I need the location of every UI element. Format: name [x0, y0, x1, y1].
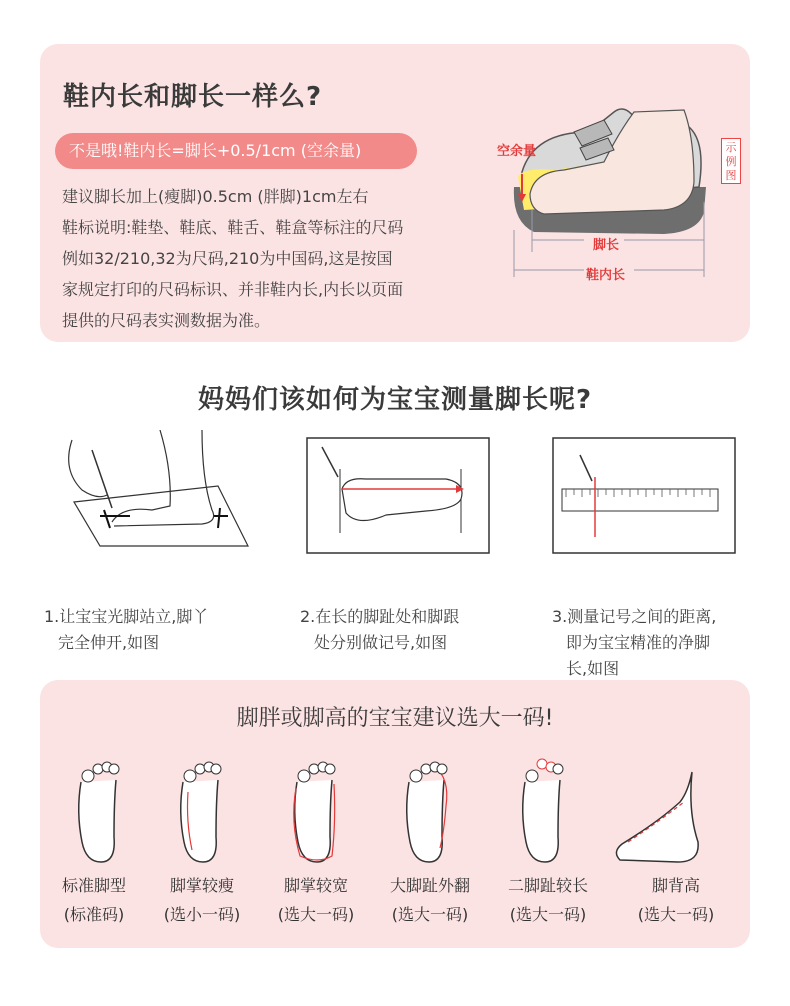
- step3-text: [552, 604, 716, 682]
- shoe-cross-section-illustration: [494, 92, 744, 292]
- wide-foot-icon: [262, 752, 372, 867]
- narrow-foot-icon: [148, 752, 258, 867]
- size-suggestion: (选大一码): [391, 905, 469, 924]
- step-line: 处分别做记号,如图: [314, 633, 448, 652]
- example-tag: 示例图: [721, 138, 741, 184]
- section2-title: 妈妈们该如何为宝宝测量脚长呢?: [197, 385, 593, 415]
- standard-foot-icon: [46, 752, 156, 867]
- foot-type-name: 脚背高: [651, 876, 700, 895]
- formula-pill: 不是哦!鞋内长=脚长+0.5/1cm (空余量): [55, 133, 417, 169]
- size-suggestion: (标准码): [63, 905, 125, 924]
- foot-type-name: 脚掌较瘦: [169, 876, 234, 895]
- step-line: 长,如图: [566, 659, 620, 678]
- size-suggestion: (选大一码): [509, 905, 587, 924]
- step2-text: [300, 604, 459, 656]
- foot-type-name: 大脚趾外翻: [389, 876, 470, 895]
- para-line: 建议脚长加上(瘦脚)0.5cm (胖脚)1cm左右: [62, 187, 369, 206]
- spare-label: 空余量: [497, 144, 537, 159]
- foot-type-name: 脚掌较宽: [283, 876, 348, 895]
- foot-type-name: 二脚趾较长: [507, 876, 588, 895]
- section1-title: 鞋内长和脚长一样么?: [63, 82, 323, 112]
- long-second-toe-icon: [490, 752, 600, 867]
- size-suggestion: (选大一码): [277, 905, 355, 924]
- para-line: 例如32/210,32为尺码,210为中国码,这是按国: [62, 249, 393, 268]
- size-suggestion: (选大一码): [637, 905, 715, 924]
- size-explanation: [62, 181, 472, 336]
- para-line: 家规定打印的尺码标识、并非鞋内长,内长以页面: [62, 280, 404, 299]
- inner-length-label: 鞋内长: [586, 268, 626, 283]
- step-line: 2.在长的脚趾处和脚跟: [300, 607, 460, 626]
- para-line: 鞋标说明:鞋垫、鞋底、鞋舌、鞋盒等标注的尺码: [62, 218, 404, 237]
- step-line: 完全伸开,如图: [58, 633, 160, 652]
- step-line: 即为宝宝精准的净脚: [566, 633, 711, 652]
- step1-text: [44, 604, 208, 656]
- step-line: 1.让宝宝光脚站立,脚丫: [44, 607, 209, 626]
- size-suggestion: (选小一码): [163, 905, 241, 924]
- section3-title: 脚胖或脚高的宝宝建议选大一码!: [236, 706, 554, 731]
- step3-illustration: [552, 437, 736, 554]
- step-line: 3.测量记号之间的距离,: [552, 607, 717, 626]
- high-instep-icon: [608, 752, 718, 867]
- step1-illustration: [52, 430, 252, 550]
- step2-illustration: [306, 437, 490, 554]
- foot-length-label: 脚长: [593, 238, 620, 253]
- para-line: 提供的尺码表实测数据为准。: [62, 311, 271, 330]
- bunion-foot-icon: [374, 752, 484, 867]
- foot-type-name: 标准脚型: [61, 876, 126, 895]
